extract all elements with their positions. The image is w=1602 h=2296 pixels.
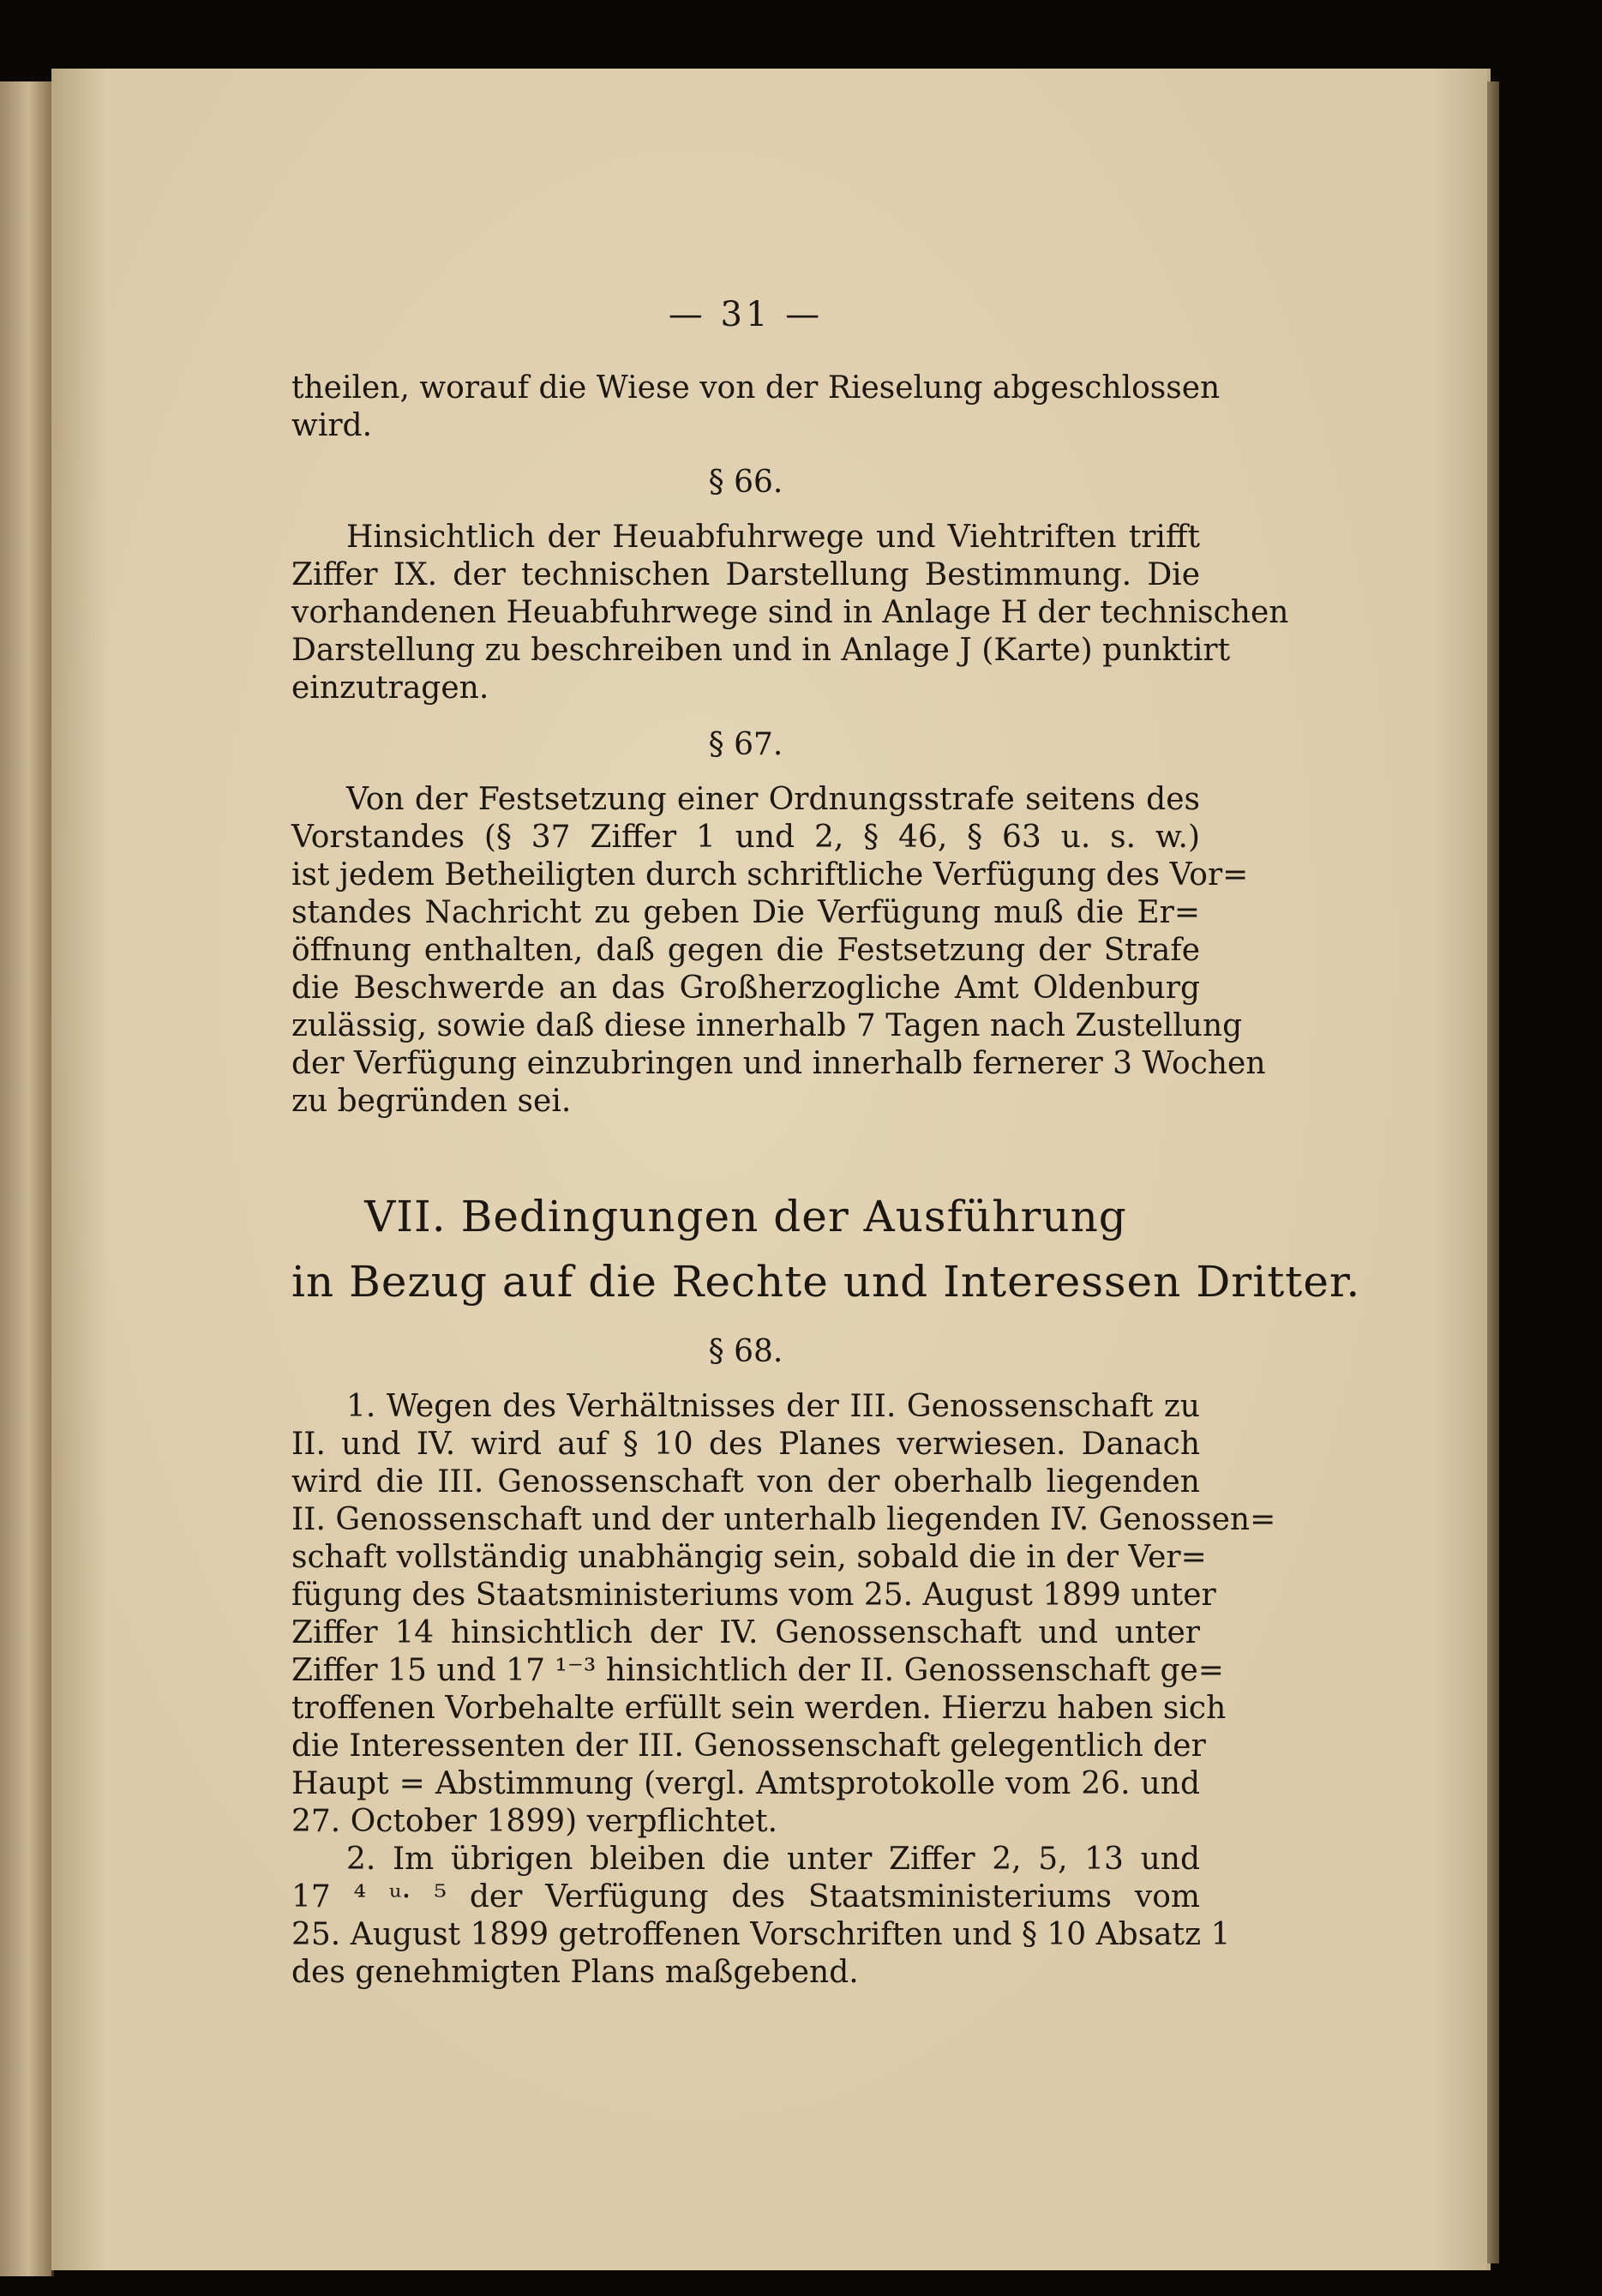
paragraph-67 (291, 781, 1266, 1121)
text-line: theilen, worauf die Wiese von der Rieselung abgeschlossen (291, 370, 1221, 406)
text-line: Darstellung zu beschreiben und in Anlage J (Karte) punktirt (291, 633, 1231, 668)
text-line: 27. October 1899) verpflichtet. (291, 1804, 778, 1839)
page-number: — 31 — (668, 295, 824, 334)
page-text (291, 295, 1361, 1992)
text-line: ist jedem Betheiligten durch schriftliche Verfügung des Vor= (291, 857, 1249, 893)
text-line: die Interessenten der III. Genossenschaft gelegentlich der (291, 1728, 1206, 1764)
paragraph-66 (291, 519, 1289, 707)
text-line: II. und IV. wird auf § 10 des Planes verwiesen. Danach (291, 1427, 1200, 1462)
chapter-title-line: VII. Bedingungen der Ausführung (364, 1192, 1127, 1241)
paragraph-68-1 (291, 1388, 1276, 1841)
text-line: der Verfügung einzubringen und innerhalb fernerer 3 Wochen (291, 1046, 1266, 1081)
text-line: Hinsichtlich der Heuabfuhrwege und Viehtriften trifft (346, 520, 1200, 555)
text-line: Ziffer IX. der technischen Darstellung Bestimmung. Die (291, 557, 1200, 592)
text-line: zu begründen sei. (291, 1084, 572, 1119)
text-line: Ziffer 15 und 17 ¹⁻³ hinsichtlich der II. Genossenschaft ge= (291, 1653, 1224, 1688)
text-line: Ziffer 14 hinsichtlich der IV. Genossenschaft und unter (291, 1615, 1200, 1650)
text-line: vorhandenen Heuabfuhrwege sind in Anlage H der technischen (291, 595, 1289, 630)
chapter-title-line: in Bezug auf die Rechte und Interessen Dritter. (291, 1257, 1361, 1307)
text-line: Von der Festsetzung einer Ordnungsstrafe seitens des (346, 782, 1200, 817)
section-heading-66: § 66. (708, 465, 783, 500)
text-line: 1. Wegen des Verhältnisses der III. Genossenschaft zu (346, 1389, 1200, 1424)
text-line: öffnung enthalten, daß gegen die Festsetzung der Strafe (291, 933, 1200, 968)
text-line: 25. August 1899 getroffenen Vorschriften und § 10 Absatz 1 (291, 1917, 1231, 1952)
text-line: die Beschwerde an das Großherzogliche Amt Oldenburg (291, 971, 1200, 1006)
text-line: 17 ⁴ ᵘ· ⁵ der Verfügung des Staatsministeriums vom (291, 1879, 1200, 1914)
text-line: II. Genossenschaft und der unterhalb liegenden IV. Genossen= (291, 1502, 1276, 1537)
text-line: wird. (291, 408, 373, 443)
text-line: einzutragen. (291, 670, 489, 706)
text-line: zulässig, sowie daß diese innerhalb 7 Tagen nach Zustellung (291, 1008, 1243, 1043)
section-heading-67: § 67. (708, 727, 783, 762)
page-stack-edge (1487, 81, 1499, 2263)
paragraph-continuation (291, 370, 1221, 445)
paragraph-68-2 (291, 1841, 1231, 1992)
text-line: des genehmigten Plans maßgebend. (291, 1955, 859, 1990)
previous-page-edge (0, 81, 54, 2276)
text-line: Haupt = Abstimmung (vergl. Amtsprotokolle vom 26. und (291, 1766, 1200, 1801)
chapter-heading (291, 1184, 1361, 1314)
section-heading-68: § 68. (708, 1334, 783, 1369)
text-line: troffenen Vorbehalte erfüllt sein werden. Hierzu haben sich (291, 1691, 1227, 1726)
text-line: fügung des Staatsministeriums vom 25. August 1899 unter (291, 1578, 1216, 1613)
text-line: schaft vollständig unabhängig sein, sobald die in der Ver= (291, 1540, 1207, 1575)
text-line: standes Nachricht zu geben Die Verfügung muß die Er= (291, 895, 1200, 930)
text-line: Vorstandes (§ 37 Ziffer 1 und 2, § 46, § 63 u. s. w.) (291, 820, 1200, 855)
text-line: 2. Im übrigen bleiben die unter Ziffer 2, 5, 13 und (346, 1842, 1200, 1877)
text-line: wird die III. Genossenschaft von der oberhalb liegenden (291, 1464, 1200, 1500)
